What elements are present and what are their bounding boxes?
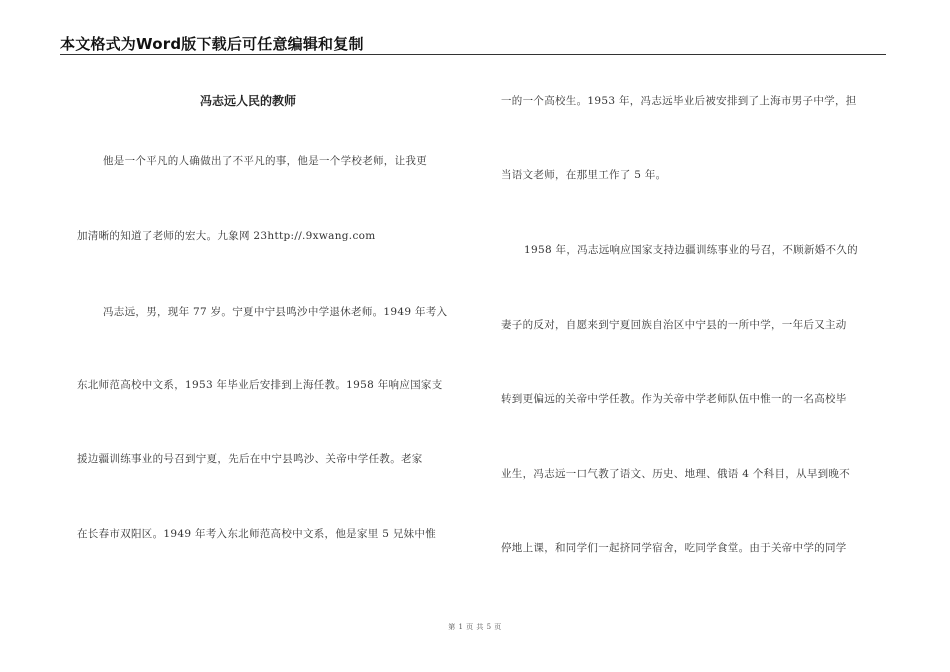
page-number: 第 1 页 共 5 页	[448, 623, 502, 631]
left-column-line: 在长春市双阳区。1949 年考入东北师范高校中文系，他是家里 5 兄妹中惟	[77, 528, 437, 540]
right-column-line: 停地上课，和同学们一起挤同学宿舍，吃同学食堂。由于关帝中学的同学	[501, 542, 847, 554]
left-column-line: 加清晰的知道了老师的宏大。九象网 23http://.9xwang.com	[77, 230, 376, 242]
left-column-line: 援边疆训练事业的号召到宁夏，先后在中宁县鸣沙、关帝中学任教。老家	[77, 453, 423, 465]
left-column-line: 他是一个平凡的人确做出了不平凡的事，他是一个学校老师，让我更	[103, 155, 427, 167]
article-title: 冯志远人民的教师	[200, 94, 297, 108]
right-column-line: 1958 年，冯志远响应国家支持边疆训练事业的号召，不顾新婚不久的	[524, 244, 858, 256]
right-column-line: 一的一个高校生。1953 年，冯志远毕业后被安排到了上海市男子中学，担	[501, 95, 857, 107]
right-column-line: 转到更偏远的关帝中学任教。作为关帝中学老师队伍中惟一的一名高校毕	[501, 393, 847, 405]
document-header: 本文格式为Word版下载后可任意编辑和复制	[60, 35, 364, 53]
left-column-line: 东北师范高校中文系，1953 年毕业后安排到上海任教。1958 年响应国家支	[77, 379, 443, 391]
left-column-line: 冯志远，男，现年 77 岁。宁夏中宁县鸣沙中学退休老师。1949 年考入	[103, 306, 448, 318]
right-column-line: 当语文老师，在那里工作了 5 年。	[501, 169, 667, 181]
header-divider	[60, 54, 886, 55]
right-column-line: 业生，冯志远一口气教了语文、历史、地理、俄语 4 个科目，从早到晚不	[501, 468, 851, 480]
right-column-line: 妻子的反对，自愿来到宁夏回族自治区中宁县的一所中学，一年后又主动	[501, 319, 847, 331]
